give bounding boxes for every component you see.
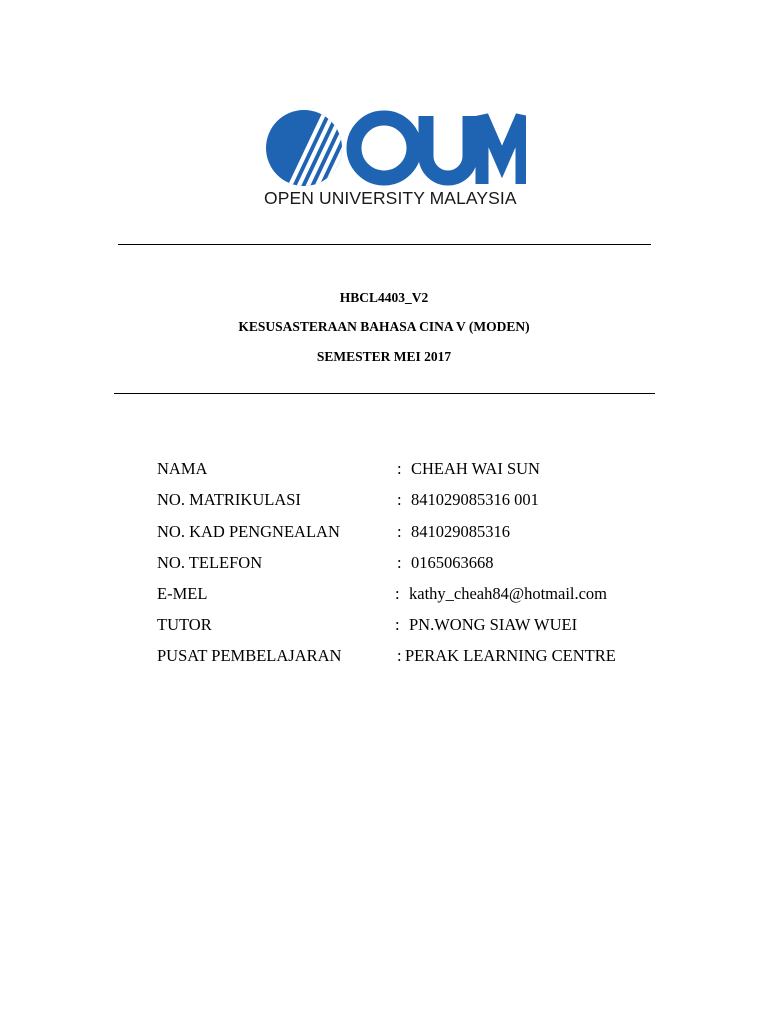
- info-label: TUTOR: [157, 615, 212, 634]
- info-value: PERAK LEARNING CENTRE: [405, 646, 616, 665]
- oum-tagline: OPEN UNIVERSITY MALAYSIA: [264, 188, 517, 208]
- info-separator: :: [397, 522, 402, 541]
- info-separator: :: [397, 490, 402, 509]
- info-label: NAMA: [157, 459, 208, 478]
- oum-globe-logo-icon: [266, 106, 526, 190]
- info-value: CHEAH WAI SUN: [411, 459, 540, 478]
- semester-label: SEMESTER MEI 2017: [316, 349, 452, 364]
- info-row-nama: [0, 459, 768, 481]
- info-separator: :: [397, 553, 402, 572]
- info-row-pusat-pembelajaran: [0, 646, 768, 668]
- info-label: NO. TELEFON: [157, 553, 263, 572]
- info-label: E-MEL: [157, 584, 208, 603]
- info-label: NO. MATRIKULASI: [157, 490, 301, 509]
- info-row-emel: [0, 584, 768, 606]
- info-row-tutor: [0, 615, 768, 637]
- info-value: 841029085316 001: [411, 490, 539, 509]
- info-value: kathy_cheah84@hotmail.com: [409, 584, 608, 603]
- info-row-matrikulasi: [0, 490, 768, 512]
- info-row-telefon: [0, 553, 768, 575]
- info-label: PUSAT PEMBELAJARAN: [157, 646, 342, 665]
- info-separator: :: [397, 646, 402, 665]
- course-code: HBCL4403_V2: [339, 290, 429, 305]
- info-value: 841029085316: [411, 522, 510, 541]
- info-label: NO. KAD PENGNEALAN: [157, 522, 340, 541]
- info-separator: :: [397, 459, 402, 478]
- course-title: KESUSASTERAAN BAHASA CINA V (MODEN): [238, 319, 530, 334]
- info-row-kad-pengnealan: [0, 522, 768, 544]
- info-value: 0165063668: [411, 553, 494, 572]
- info-separator: :: [395, 584, 400, 603]
- top-rule: [118, 244, 651, 245]
- info-separator: :: [395, 615, 400, 634]
- info-value: PN.WONG SIAW WUEI: [409, 615, 578, 634]
- bottom-rule: [114, 393, 655, 394]
